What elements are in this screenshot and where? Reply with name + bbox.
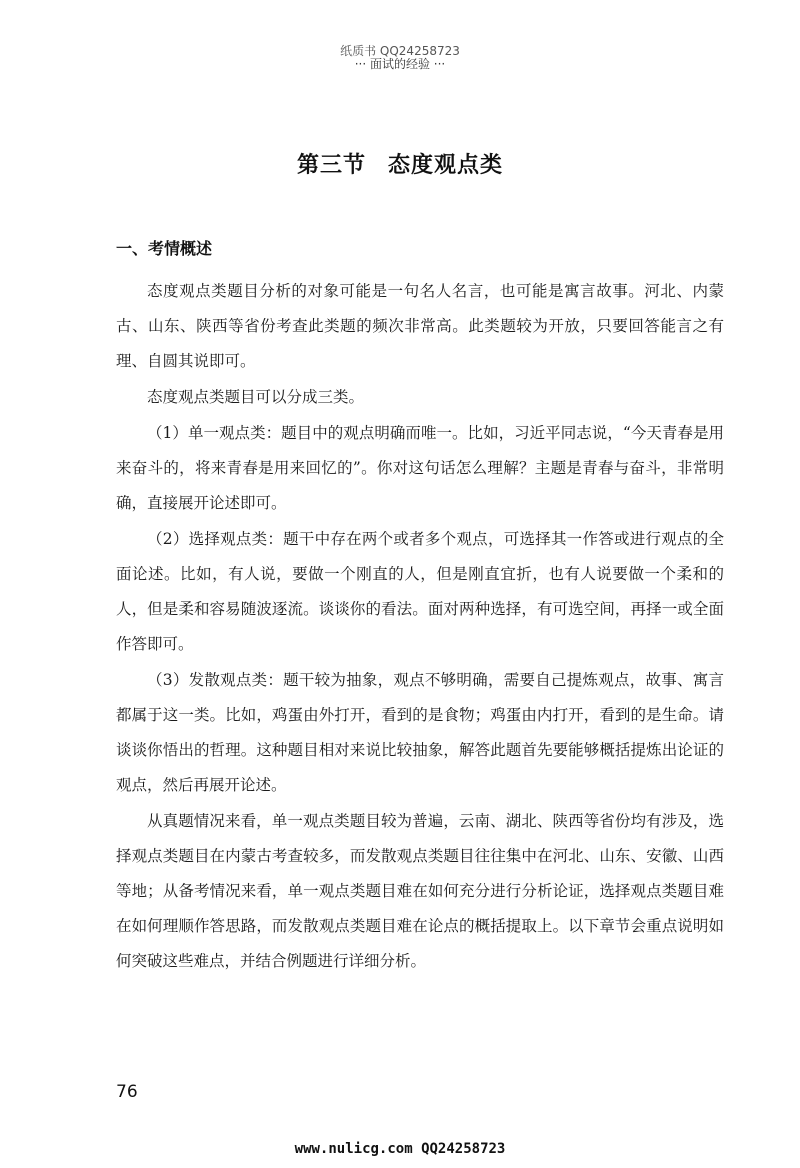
paragraph: （2）选择观点类：题干中存在两个或者多个观点，可选择其一作答或进行观点的全面论述。比如，有人说，要做一个刚直的人，但是刚直宜折，也有人说要做一个柔和的人，但是柔和容易随波逐流。谈谈你的看法。面对两种选择，有可选空间，再择一或全面作答即可。 xyxy=(116,530,724,653)
subheading: 一、考情概述 xyxy=(116,239,213,258)
body-text xyxy=(116,274,724,980)
page-number: 76 xyxy=(116,1082,138,1102)
paragraph: 态度观点类题目可以分成三类。 xyxy=(147,388,365,406)
paragraph: 从真题情况来看，单一观点类题目较为普遍，云南、湖北、陕西等省份均有涉及，选择观点类题目在内蒙古考查较多，而发散观点类题目往往集中在河北、山东、安徽、山西等地；从备考情况来看，单一观点类题目难在如何充分进行分析论证，选择观点类题目难在如何理顺作答思路，而发散观点类题目难在论点的概括提取上。以下章节会重点说明如何突破这些难点，并结合例题进行详细分析。 xyxy=(116,812,724,970)
paragraph: （1）单一观点类：题目中的观点明确而唯一。比如，习近平同志说，“今天青春是用来奋斗的，将来青春是用来回忆的”。你对这句话怎么理解？主题是青春与奋斗，非常明确，直接展开论述即可。 xyxy=(116,424,724,512)
paragraph: 态度观点类题目分析的对象可能是一句名人名言，也可能是寓言故事。河北、内蒙古、山东、陕西等省份考查此类题的频次非常高。此类题较为开放，只要回答能言之有理、自圆其说即可。 xyxy=(116,282,724,370)
section-number: 第三节 xyxy=(296,153,366,178)
watermark: 纸质书 QQ24258723 xyxy=(340,44,460,58)
footer: www.nulicg.com QQ24258723 xyxy=(294,1141,506,1157)
running-header: ··· 面试的经验 ··· xyxy=(354,57,446,71)
section-name: 态度观点类 xyxy=(388,153,504,178)
paragraph: （3）发散观点类：题干较为抽象，观点不够明确，需要自己提炼观点，故事、寓言都属于这一类。比如，鸡蛋由外打开，看到的是食物；鸡蛋由内打开，看到的是生命。请谈谈你悟出的哲理。这种题目相对来说比较抽象，解答此题首先要能够概括提炼出论证的观点，然后再展开论述。 xyxy=(116,671,724,794)
section-title xyxy=(0,148,800,179)
